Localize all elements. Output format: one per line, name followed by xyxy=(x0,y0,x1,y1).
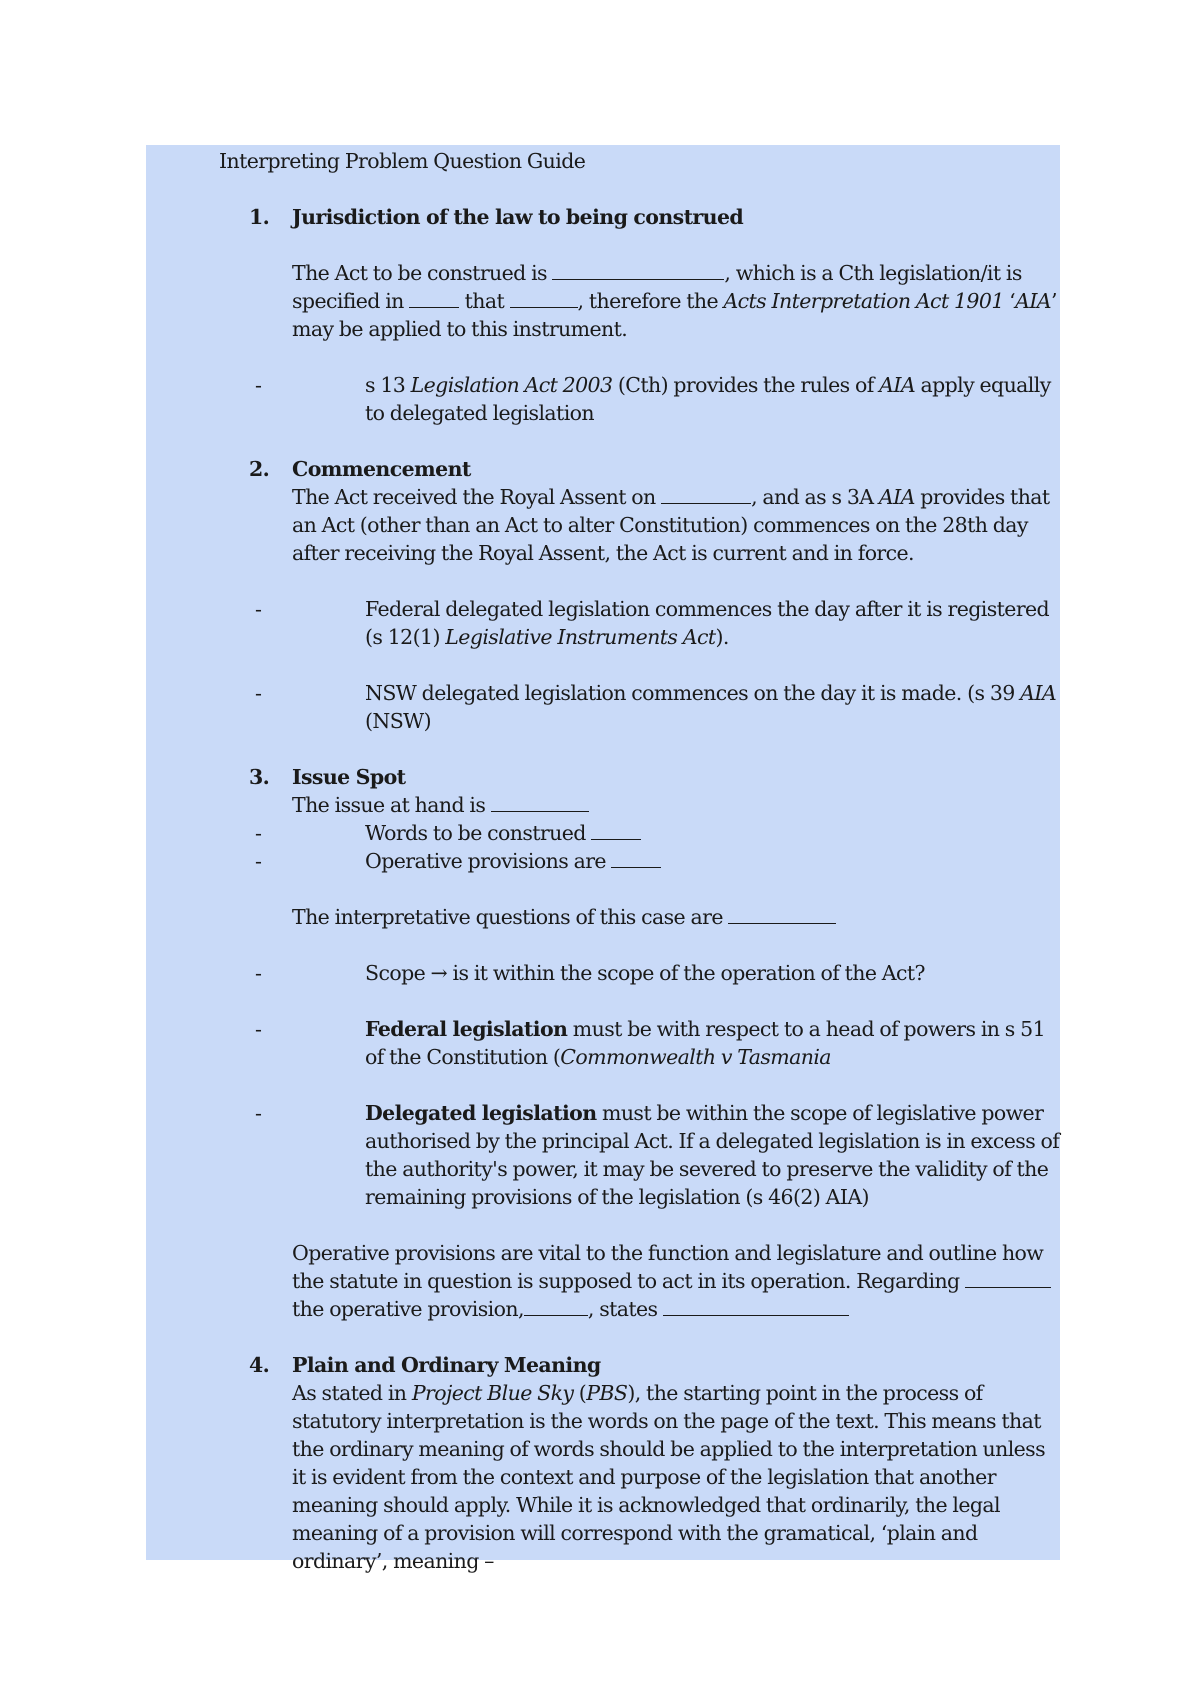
fill-in-blank[interactable] xyxy=(552,261,724,280)
bullet-item: - Operative provisions are xyxy=(219,847,1060,875)
bullet-dash: - xyxy=(255,961,262,985)
fill-in-blank[interactable] xyxy=(663,1297,849,1316)
fill-in-blank[interactable] xyxy=(611,849,661,868)
bullet-dash: - xyxy=(255,597,262,621)
fill-in-blank[interactable] xyxy=(661,485,751,504)
section-heading: Issue Spot xyxy=(292,765,406,789)
bullet-dash: - xyxy=(255,373,262,397)
bullet-dash: - xyxy=(255,849,262,873)
section-issue-spot xyxy=(219,763,1060,819)
section-heading: Plain and Ordinary Meaning xyxy=(292,1353,601,1377)
document-page xyxy=(146,145,1060,1573)
section-commencement xyxy=(219,455,1060,595)
section-paragraph: The Act received the Royal Assent on , and as s 3A AIA provides that an Act (other than an Act to alter Constitution) commences on the 28th day after receiving the Royal Assent, the Act is current and in force. xyxy=(292,485,1050,565)
bullet-item: - Scope → is it within the scope of the operation of the Act? xyxy=(255,961,925,985)
fill-in-blank[interactable] xyxy=(510,289,578,308)
bullet-item: - NSW delegated legislation commences on the day it is made. (s 39 AIA (NSW) xyxy=(255,681,1057,733)
section-number: 4. xyxy=(249,1353,270,1377)
bullet-dash: - xyxy=(255,681,262,705)
bullet-item: - Federal legislation must be with respect to a head of powers in s 51 of the Constitution (Commonwealth v Tasmania xyxy=(255,1017,1046,1069)
bullet-dash: - xyxy=(255,1017,262,1041)
section-number: 1. xyxy=(249,205,270,229)
fill-in-blank[interactable] xyxy=(965,1269,1051,1288)
section-heading: Jurisdiction of the law to being construed xyxy=(292,205,744,229)
bullet-dash: - xyxy=(255,821,262,845)
section-jurisdiction xyxy=(219,203,1060,371)
bullet-item: - Delegated legislation must be within the scope of legislative power authorised by the principal Act. If a delegated legislation is in excess of the authority's power, it may be severed to preserve the validity of the remaining provisions of the legislation (s 46(2) AIA) xyxy=(255,1101,1060,1209)
bullet-item: - Words to be construed xyxy=(219,819,1060,847)
section-number: 3. xyxy=(249,765,270,789)
fill-in-blank[interactable] xyxy=(591,821,641,840)
section-plain-meaning xyxy=(219,1351,1060,1575)
bullet-item: - Federal delegated legislation commences the day after it is registered (s 12(1) Legislative Instruments Act). xyxy=(255,597,1050,649)
fill-in-blank[interactable] xyxy=(409,289,459,308)
bullet-item: - s 13 Legislation Act 2003 (Cth) provides the rules of AIA apply equally to delegated legislation xyxy=(255,373,1051,425)
document-title: Interpreting Problem Question Guide xyxy=(219,149,586,173)
section-paragraph: The issue at hand is xyxy=(292,791,1060,819)
bullet-dash: - xyxy=(255,1101,262,1125)
section-paragraph: As stated in Project Blue Sky (PBS), the starting point in the process of statutory interpretation is the words on the page of the text. This means that the ordinary meaning of words should be applied to the interpretation unless it is evident from the context and purpose of the legislation that another meaning should apply. While it is acknowledged that ordinarily, the legal meaning of a provision will correspond with the gramatical, ‘plain and ordinary’, meaning – xyxy=(292,1381,1046,1573)
fill-in-blank[interactable] xyxy=(491,793,589,812)
section-heading: Commencement xyxy=(292,457,471,481)
fill-in-blank[interactable] xyxy=(728,905,836,924)
fill-in-blank[interactable] xyxy=(524,1297,588,1316)
section-operative-provisions xyxy=(219,1239,1060,1351)
section-paragraph: The Act to be construed is , which is a Cth legislation/it is specified in that , therefore the Acts Interpretation Act 1901 ‘AIA’ may be applied to this instrument. xyxy=(292,261,1057,341)
section-issue-spot-cont xyxy=(219,903,1060,959)
section-paragraph: The interpretative questions of this case are xyxy=(292,903,1060,931)
section-paragraph: Operative provisions are vital to the function and legislature and outline how the statute in question is supposed to act in its operation. Regarding the operative provision, , states xyxy=(292,1239,1060,1323)
section-number: 2. xyxy=(249,457,270,481)
document-body xyxy=(219,145,1060,1575)
